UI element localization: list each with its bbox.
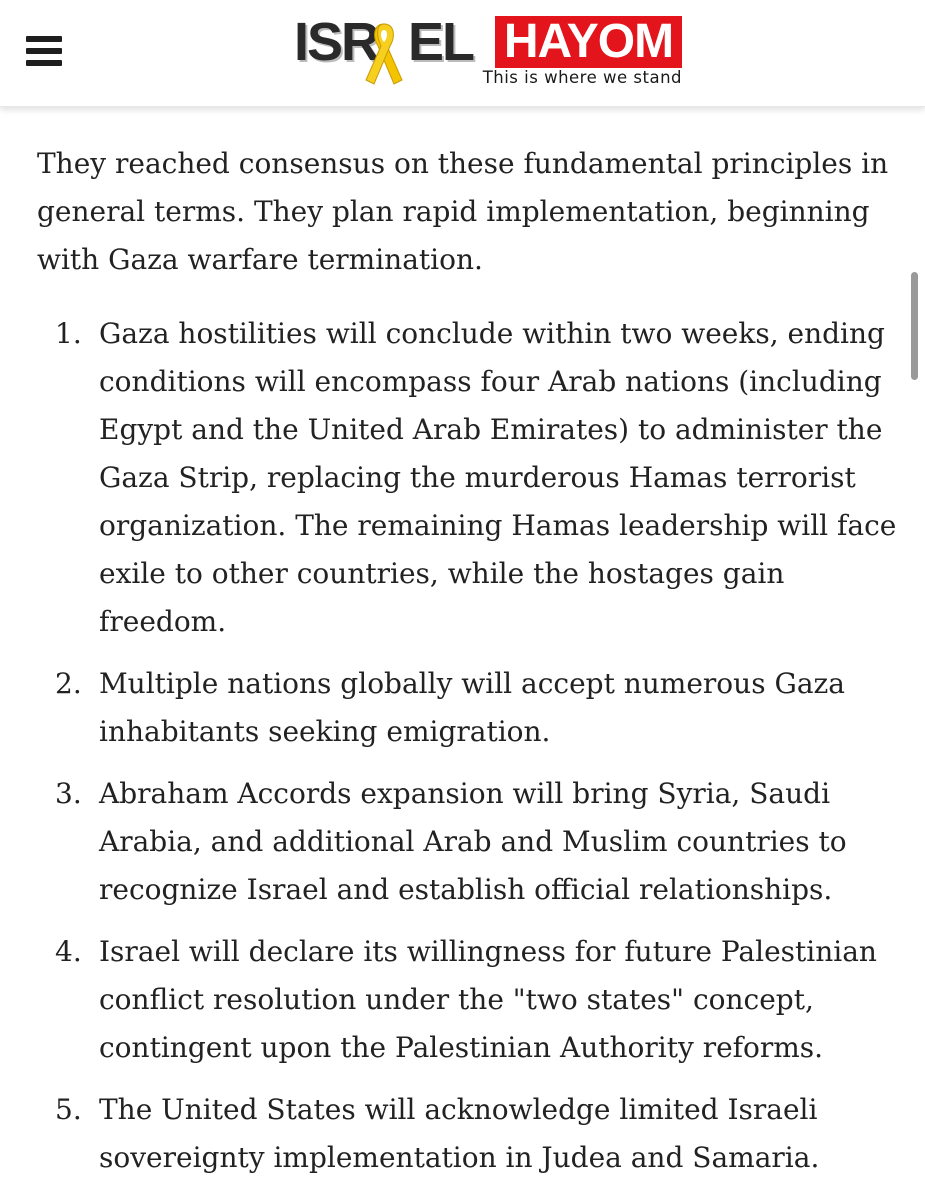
article-body — [37, 140, 897, 1196]
logo-word-left: ISR — [294, 12, 379, 72]
list-item-number: 3. — [55, 777, 82, 810]
list-item-number: 4. — [55, 935, 82, 968]
menu-bar-bottom — [26, 60, 62, 66]
list-item — [37, 770, 897, 914]
menu-bar-middle — [26, 48, 62, 54]
scrollbar-thumb[interactable] — [911, 272, 918, 380]
logo-tagline: This is where we stand — [482, 68, 682, 87]
list-item-text: Abraham Accords expansion will bring Syria, Saudi Arabia, and additional Arab and Muslim countries to recognize Israel and establish official relationships. — [99, 777, 847, 906]
list-item — [37, 310, 897, 646]
site-header — [0, 0, 925, 107]
logo-word-right: EL — [408, 12, 474, 72]
list-item-number: 1. — [55, 317, 82, 350]
site-logo[interactable] — [294, 14, 684, 90]
list-item-text: Israel will declare its willingness for future Palestinian conflict resolution under the "two states" concept, contingent upon the Palestinian Authority reforms. — [99, 935, 877, 1064]
principles-list — [37, 310, 897, 1182]
hamburger-menu-icon[interactable] — [26, 36, 62, 66]
list-item-number: 5. — [55, 1093, 82, 1126]
list-item-text: Gaza hostilities will conclude within two weeks, ending conditions will encompass four Arab nations (including Egypt and the United Arab Emirates) to administer the Gaza Strip, replacing the murderous Hamas terrorist organization. The remaining Hamas leadership will face exile to other countries, while the hostages gain freedom. — [99, 317, 897, 638]
logo-brand-box: HAYOM — [495, 16, 682, 68]
list-item — [37, 928, 897, 1072]
list-item — [37, 660, 897, 756]
list-item-number: 2. — [55, 667, 82, 700]
list-item — [37, 1086, 897, 1182]
list-item-text: The United States will acknowledge limited Israeli sovereignty implementation in Judea and Samaria. — [99, 1093, 820, 1174]
yellow-ribbon-icon — [364, 18, 404, 90]
menu-bar-top — [26, 36, 62, 42]
article-intro-paragraph: They reached consensus on these fundamental principles in general terms. They plan rapid implementation, beginning with Gaza warfare termination. — [37, 147, 889, 276]
list-item-text: Multiple nations globally will accept numerous Gaza inhabitants seeking emigration. — [99, 667, 845, 748]
